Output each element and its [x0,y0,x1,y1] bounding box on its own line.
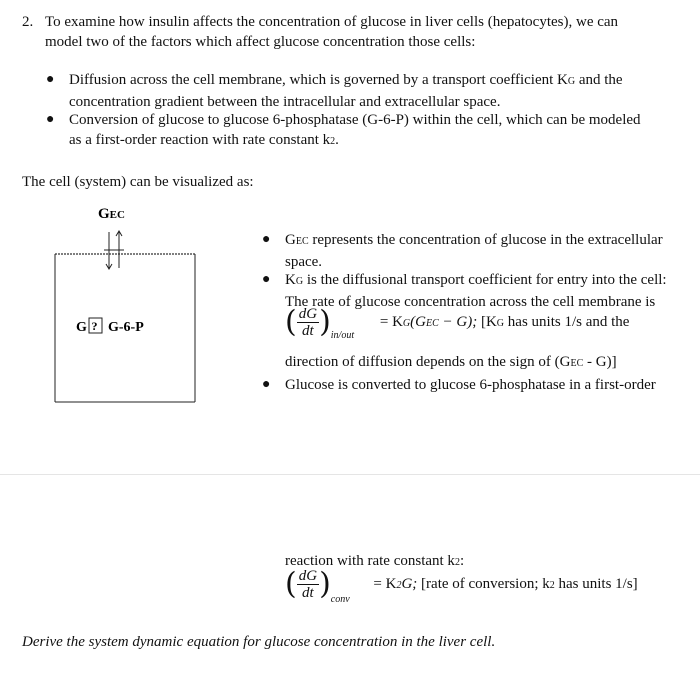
unknown-symbol: ? [91,319,98,333]
factor-conversion: Conversion of glucose to glucose 6-phosphatase (G-6-P) within the cell, which can be modeled as a first-order reaction with rate constant k2. [69,112,641,148]
bullet-icon: ● [46,112,55,127]
question-line-1: To examine how insulin affects the concentration of glucose in liver cells (hepatocytes), we can [45,14,619,30]
visual-intro: The cell (system) can be visualized as: [22,174,254,190]
cell-g6p-label: G-6-P [108,320,144,335]
bullet-icon: ● [262,232,271,247]
cell-g-label: G [76,320,87,335]
bullet-icon: ● [46,72,55,87]
eq2-fraction: $\frac{dG}{dt}$ [298,568,318,601]
equation-diffusion: ( $\frac{dG}{dt}$ )$_{in/out} = KG(GEC - G)$; [KG has units 1/s and the [285,304,630,341]
task-prompt: Derive the system dynamic equation for glucose concentration in the liver cell. [22,634,496,650]
bullet-icon: ● [262,377,271,392]
desc-gec: GEC represents the concentration of glucose in the extracellular space. [285,232,663,270]
question-text [45,12,675,52]
desc-direction: direction of diffusion depends on the sign of (GEC - G)] [285,354,617,370]
continuation-text: reaction with rate constant k2: [285,553,465,569]
page-divider [0,474,700,475]
question-number: 2. [22,14,34,30]
equation-conversion: ( $\frac{dG}{dt}$ )$_{conv} = K2G$; [rate of conversion; k2 has units 1/s] [285,566,638,605]
cell-diagram [50,198,210,406]
gec-label: GEC [98,206,125,222]
question-line-2: model two of the factors which affect glucose concentration those cells: [45,34,476,50]
factor-diffusion: Diffusion across the cell membrane, which is governed by a transport coefficient KG and the concentration gradient between the intracellular and extracellular space. [69,72,623,110]
eq1-fraction: $\frac{dG}{dt}$ [298,306,318,339]
desc-kg: KG is the diffusional transport coefficient for entry into the cell: The rate of glucose concentration across the cell membrane is [285,272,667,310]
bullet-icon: ● [262,272,271,287]
desc-conversion: Glucose is converted to glucose 6-phosphatase in a first-order [285,377,656,393]
